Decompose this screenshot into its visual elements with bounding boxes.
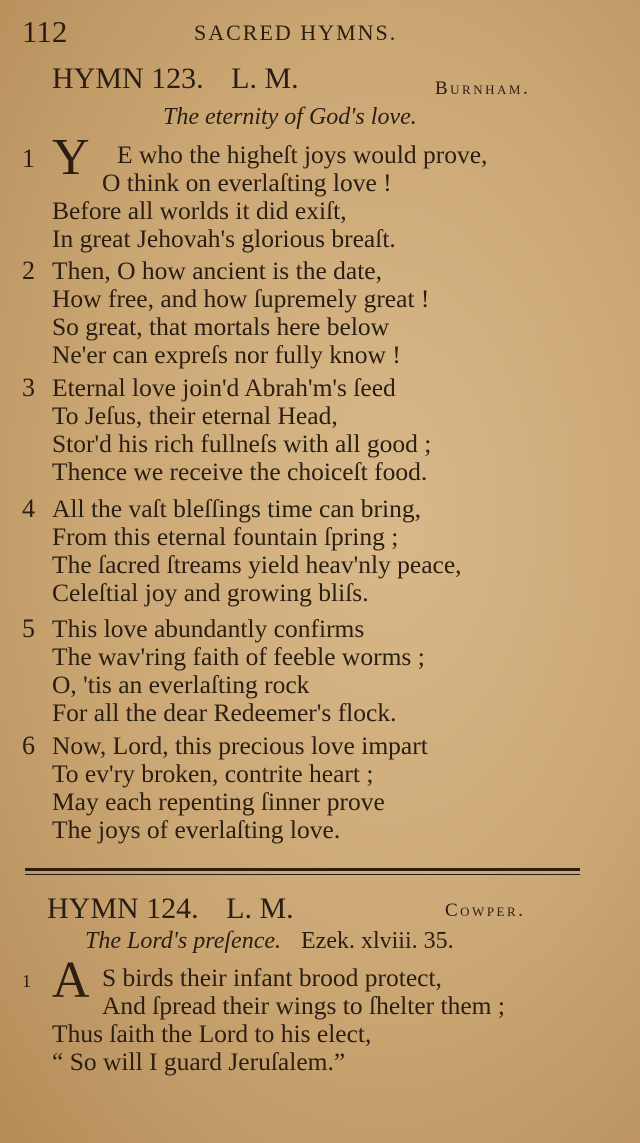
verse-line: This love abundantly confirms [52,614,365,643]
stanza-number: 6 [22,731,35,760]
hymn-123-subtitle: The eternity of God's love. [163,104,417,130]
verse-line: Eternal love join'd Abrah'm's ſeed [52,373,396,402]
stanza-number: 2 [22,256,35,285]
page-number: 112 [22,14,68,49]
hymn-123-number: HYMN 123. [52,62,204,95]
page-header [22,14,442,54]
section-divider-thin [25,874,580,875]
hymn-123-composer: Burnham. [435,78,531,99]
stanza-number: 3 [22,373,35,402]
stanza-number: 4 [22,494,35,523]
verse-line: To Jeſus, their eternal Head, [52,401,338,430]
verse-line: So great, that mortals here below [52,312,390,341]
verse-line: From this eternal fountain ſpring ; [52,522,399,551]
hymn-124-subtitle [85,928,454,955]
drop-cap: A [52,952,90,1009]
verse-line: O, 'tis an everlaſting rock [52,670,310,699]
verse-line: Thence we receive the choiceſt food. [52,457,428,486]
hymn-123-heading [52,62,299,96]
hymn-124-composer: Cowper. [445,900,526,921]
stanza-number: 5 [22,614,35,643]
verse-line: O think on everlaſting love ! [102,168,392,197]
verse-line: Celeſtial joy and growing bliſs. [52,578,369,607]
stanza-number: 1 [22,144,35,173]
verse-line: Stor'd his rich fullneſs with all good ; [52,429,432,458]
verse-line: Now, Lord, this precious love impart [52,731,428,760]
hymn-123-meter: L. M. [231,62,299,95]
verse-line: Ne'er can expreſs nor fully know ! [52,340,401,369]
verse-line: The joys of everlaſting love. [52,815,341,844]
hymn-124-subtitle-text: The Lord's preſence. [85,928,281,954]
running-title: SACRED HYMNS. [194,20,398,45]
section-divider [25,868,580,871]
drop-cap: Y [52,129,90,186]
verse-line: May each repenting ſinner prove [52,787,385,816]
verse-line: For all the dear Redeemer's flock. [52,698,397,727]
verse-line: And ſpread their wings to ſhelter them ; [102,991,505,1020]
hymn-124-number: HYMN 124. [47,892,199,925]
verse-line: The ſacred ſtreams yield heav'nly peace, [52,550,462,579]
verse-line: Then, O how ancient is the date, [52,256,382,285]
verse-line: The wav'ring faith of feeble worms ; [52,642,425,671]
verse-line: Thus ſaith the Lord to his elect, [52,1019,372,1048]
verse-line: How free, and how ſupremely great ! [52,284,430,313]
hymn-124-heading [47,892,294,926]
verse-line: To ev'ry broken, contrite heart ; [52,759,374,788]
hymn-124-reference: Ezek. xlviii. 35. [301,928,454,954]
verse-line: “ So will I guard Jeruſalem.” [52,1047,346,1076]
verse-line: All the vaſt bleſſings time can bring, [52,494,421,523]
verse-line: In great Jehovah's glorious breaſt. [52,224,396,253]
hymn-124-meter: L. M. [226,892,294,925]
verse-line: E who the higheſt joys would prove, [117,140,488,169]
verse-line: S birds their infant brood protect, [102,963,442,992]
verse-line: Before all worlds it did exiſt, [52,196,347,225]
stanza-number: 1 [22,971,31,991]
